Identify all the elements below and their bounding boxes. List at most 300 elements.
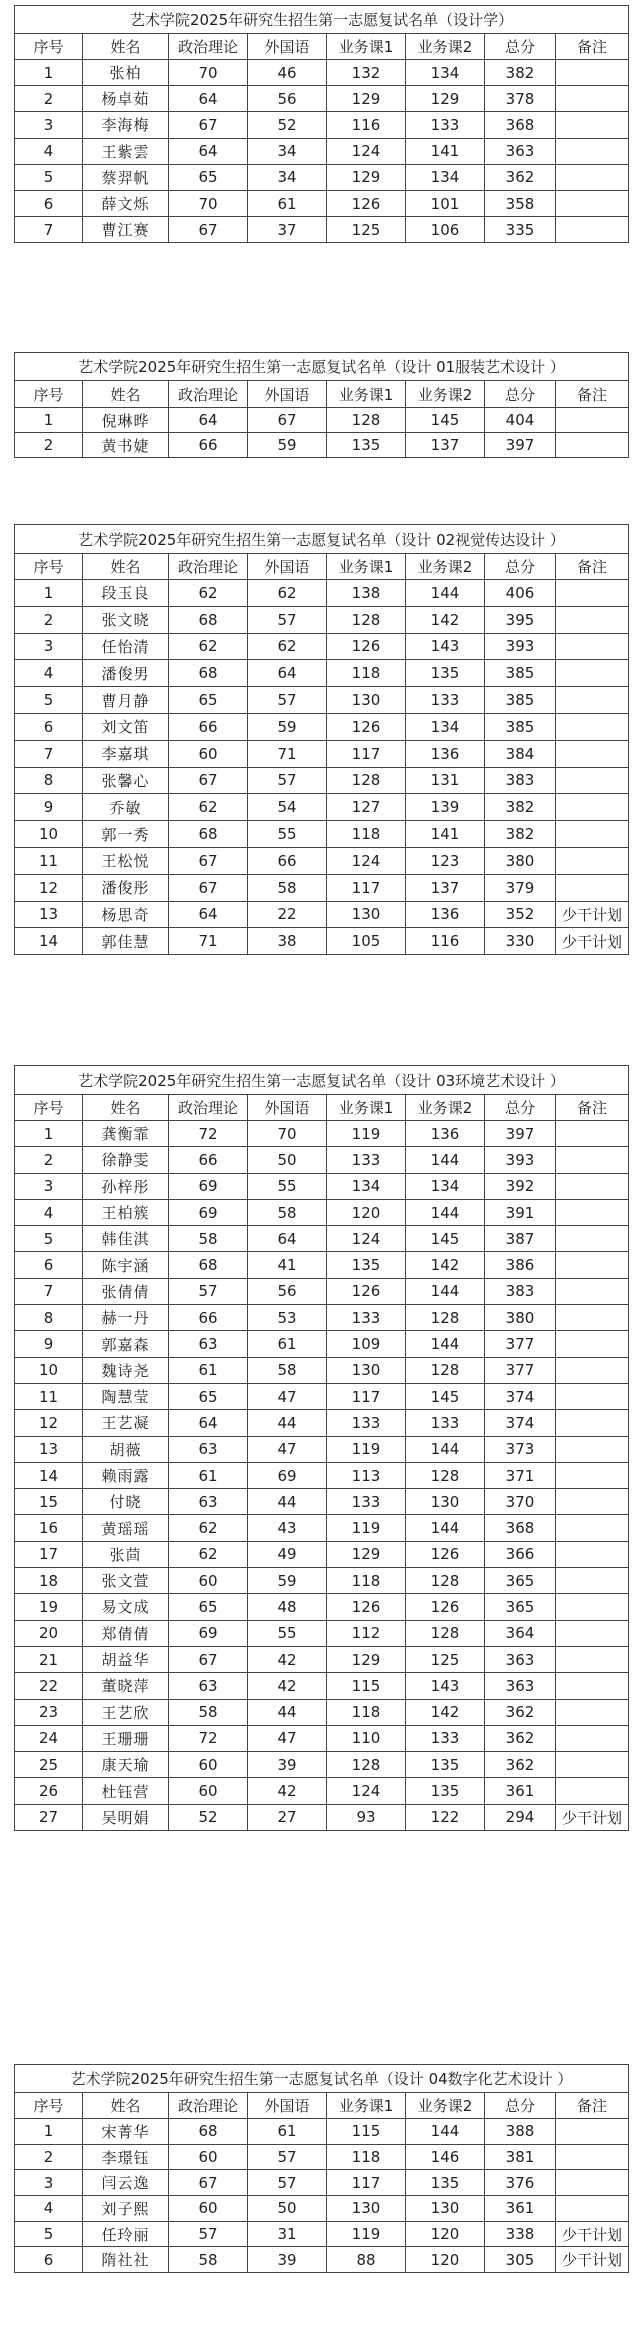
column-header-remark: 备注 [556, 381, 629, 408]
cell-seq: 27 [15, 1804, 83, 1830]
cell-politics: 63 [169, 1489, 248, 1515]
cell-course1: 119 [327, 1121, 406, 1147]
cell-course2: 142 [406, 1252, 485, 1278]
cell-name: 杜钰营 [83, 1778, 169, 1804]
table-row [15, 1357, 629, 1383]
table-row [15, 2170, 629, 2196]
cell-seq: 11 [15, 1383, 83, 1409]
cell-seq: 6 [15, 2247, 83, 2273]
cell-course2: 120 [406, 2221, 485, 2247]
cell-seq: 1 [15, 408, 83, 433]
cell-politics: 62 [169, 1515, 248, 1541]
cell-foreign-language: 52 [248, 112, 327, 138]
cell-seq: 6 [15, 713, 83, 740]
column-header-politics: 政治理论 [169, 1095, 248, 1121]
cell-name: 闫云逸 [83, 2170, 169, 2196]
cell-remark [556, 2196, 629, 2222]
header-row [15, 1095, 629, 1121]
cell-politics: 66 [169, 713, 248, 740]
cell-seq: 12 [15, 1410, 83, 1436]
cell-foreign-language: 61 [248, 190, 327, 216]
cell-course1: 109 [327, 1331, 406, 1357]
table-row [15, 2247, 629, 2273]
cell-remark [556, 2144, 629, 2170]
cell-remark [556, 1199, 629, 1225]
cell-remark [556, 821, 629, 848]
cell-foreign-language: 47 [248, 1725, 327, 1751]
cell-seq: 21 [15, 1646, 83, 1672]
cell-remark [556, 164, 629, 190]
cell-total: 385 [485, 713, 556, 740]
cell-seq: 1 [15, 1121, 83, 1147]
cell-seq: 9 [15, 1331, 83, 1357]
table-row [15, 901, 629, 928]
cell-total: 294 [485, 1804, 556, 1830]
cell-total: 330 [485, 928, 556, 955]
column-header-name: 姓名 [83, 554, 169, 580]
cell-foreign-language: 47 [248, 1436, 327, 1462]
cell-politics: 67 [169, 217, 248, 243]
cell-politics: 52 [169, 1804, 248, 1830]
cell-remark [556, 1568, 629, 1594]
cell-name: 曹江赛 [83, 217, 169, 243]
cell-seq: 26 [15, 1778, 83, 1804]
cell-seq: 15 [15, 1489, 83, 1515]
table-row [15, 767, 629, 794]
cell-total: 387 [485, 1226, 556, 1252]
cell-politics: 60 [169, 1752, 248, 1778]
table-row [15, 1383, 629, 1409]
cell-remark [556, 1515, 629, 1541]
cell-total: 392 [485, 1173, 556, 1199]
cell-politics: 60 [169, 2196, 248, 2222]
cell-name: 胡薇 [83, 1436, 169, 1462]
cell-name: 付晓 [83, 1489, 169, 1515]
cell-remark [556, 1147, 629, 1173]
cell-name: 李海梅 [83, 112, 169, 138]
column-header-foreign-language: 外国语 [248, 2093, 327, 2119]
table-row [15, 2144, 629, 2170]
cell-remark [556, 1673, 629, 1699]
cell-seq: 2 [15, 2144, 83, 2170]
cell-remark: 少干计划 [556, 2221, 629, 2247]
cell-name: 黄书婕 [83, 433, 169, 458]
cell-seq: 16 [15, 1515, 83, 1541]
cell-course2: 122 [406, 1804, 485, 1830]
cell-course1: 117 [327, 874, 406, 901]
table-row [15, 1226, 629, 1252]
cell-seq: 1 [15, 60, 83, 86]
column-header-foreign-language: 外国语 [248, 34, 327, 60]
cell-course1: 126 [327, 633, 406, 660]
cell-name: 张茴 [83, 1541, 169, 1567]
cell-name: 郭嘉森 [83, 1331, 169, 1357]
cell-foreign-language: 57 [248, 2170, 327, 2196]
cell-remark [556, 633, 629, 660]
cell-course1: 130 [327, 2196, 406, 2222]
roster-table [14, 352, 629, 458]
cell-politics: 62 [169, 794, 248, 821]
cell-total: 379 [485, 874, 556, 901]
cell-seq: 19 [15, 1594, 83, 1620]
cell-course1: 133 [327, 1489, 406, 1515]
cell-seq: 13 [15, 1436, 83, 1462]
cell-name: 吴明娟 [83, 1804, 169, 1830]
table-row [15, 408, 629, 433]
cell-total: 397 [485, 433, 556, 458]
cell-course2: 144 [406, 2119, 485, 2145]
cell-name: 倪琳晔 [83, 408, 169, 433]
cell-course1: 133 [327, 1305, 406, 1331]
cell-name: 张柏 [83, 60, 169, 86]
cell-course1: 127 [327, 794, 406, 821]
table-row [15, 794, 629, 821]
table-row [15, 1673, 629, 1699]
cell-course2: 137 [406, 874, 485, 901]
cell-remark [556, 138, 629, 164]
cell-course2: 136 [406, 1121, 485, 1147]
cell-politics: 64 [169, 138, 248, 164]
cell-course2: 139 [406, 794, 485, 821]
cell-course1: 116 [327, 112, 406, 138]
cell-course1: 118 [327, 660, 406, 687]
cell-politics: 63 [169, 1436, 248, 1462]
cell-course1: 128 [327, 408, 406, 433]
column-header-seq: 序号 [15, 34, 83, 60]
cell-course1: 130 [327, 1357, 406, 1383]
cell-politics: 60 [169, 740, 248, 767]
cell-politics: 64 [169, 86, 248, 112]
cell-name: 王珊珊 [83, 1725, 169, 1751]
cell-seq: 14 [15, 1462, 83, 1488]
cell-remark [556, 606, 629, 633]
cell-foreign-language: 55 [248, 821, 327, 848]
cell-name: 王松悦 [83, 847, 169, 874]
cell-course2: 134 [406, 60, 485, 86]
column-header-total: 总分 [485, 34, 556, 60]
cell-seq: 3 [15, 633, 83, 660]
cell-name: 潘俊彤 [83, 874, 169, 901]
column-header-total: 总分 [485, 554, 556, 580]
cell-politics: 67 [169, 112, 248, 138]
cell-seq: 22 [15, 1673, 83, 1699]
cell-remark [556, 1278, 629, 1304]
cell-total: 368 [485, 112, 556, 138]
cell-course1: 126 [327, 713, 406, 740]
cell-course1: 129 [327, 1646, 406, 1672]
cell-seq: 18 [15, 1568, 83, 1594]
cell-foreign-language: 59 [248, 1568, 327, 1594]
cell-name: 孙梓彤 [83, 1173, 169, 1199]
cell-total: 364 [485, 1620, 556, 1646]
cell-course1: 128 [327, 1752, 406, 1778]
table-row [15, 1305, 629, 1331]
cell-politics: 66 [169, 433, 248, 458]
cell-course1: 88 [327, 2247, 406, 2273]
cell-course1: 119 [327, 2221, 406, 2247]
cell-politics: 60 [169, 1568, 248, 1594]
cell-politics: 66 [169, 1147, 248, 1173]
cell-course2: 134 [406, 164, 485, 190]
table-row [15, 1121, 629, 1147]
cell-foreign-language: 44 [248, 1410, 327, 1436]
cell-foreign-language: 44 [248, 1699, 327, 1725]
cell-course1: 125 [327, 217, 406, 243]
cell-course2: 133 [406, 1410, 485, 1436]
cell-foreign-language: 62 [248, 633, 327, 660]
column-header-course1: 业务课1 [327, 381, 406, 408]
table-row [15, 2221, 629, 2247]
cell-total: 370 [485, 1489, 556, 1515]
table-row [15, 1147, 629, 1173]
cell-seq: 10 [15, 1357, 83, 1383]
cell-seq: 5 [15, 2221, 83, 2247]
cell-course1: 119 [327, 1515, 406, 1541]
cell-name: 王艺凝 [83, 1410, 169, 1436]
cell-name: 张文晓 [83, 606, 169, 633]
cell-total: 378 [485, 86, 556, 112]
cell-course1: 120 [327, 1199, 406, 1225]
cell-politics: 58 [169, 1226, 248, 1252]
cell-foreign-language: 37 [248, 217, 327, 243]
cell-seq: 5 [15, 687, 83, 714]
table-title: 艺术学院2025年研究生招生第一志愿复试名单（设计 04数字化艺术设计 ） [15, 2065, 629, 2093]
cell-course1: 117 [327, 1383, 406, 1409]
column-header-politics: 政治理论 [169, 554, 248, 580]
cell-total: 362 [485, 1725, 556, 1751]
cell-politics: 61 [169, 1357, 248, 1383]
cell-politics: 57 [169, 1278, 248, 1304]
cell-course1: 118 [327, 821, 406, 848]
cell-seq: 2 [15, 1147, 83, 1173]
cell-total: 386 [485, 1252, 556, 1278]
cell-name: 徐静雯 [83, 1147, 169, 1173]
table-row [15, 1331, 629, 1357]
cell-seq: 7 [15, 740, 83, 767]
cell-course1: 129 [327, 1541, 406, 1567]
cell-remark [556, 713, 629, 740]
cell-course2: 136 [406, 740, 485, 767]
cell-name: 郭佳慧 [83, 928, 169, 955]
cell-seq: 6 [15, 190, 83, 216]
cell-course1: 93 [327, 1804, 406, 1830]
cell-total: 385 [485, 660, 556, 687]
table-row [15, 580, 629, 607]
cell-remark [556, 847, 629, 874]
cell-name: 董晓萍 [83, 1673, 169, 1699]
cell-seq: 10 [15, 821, 83, 848]
cell-name: 张文萱 [83, 1568, 169, 1594]
table-title: 艺术学院2025年研究生招生第一志愿复试名单（设计 03环境艺术设计 ） [15, 1066, 629, 1095]
cell-total: 363 [485, 138, 556, 164]
header-row [15, 2093, 629, 2119]
cell-foreign-language: 58 [248, 1357, 327, 1383]
cell-foreign-language: 53 [248, 1305, 327, 1331]
table-row [15, 740, 629, 767]
cell-total: 382 [485, 821, 556, 848]
column-header-remark: 备注 [556, 2093, 629, 2119]
table-row [15, 60, 629, 86]
cell-remark [556, 1357, 629, 1383]
cell-name: 蔡羿帆 [83, 164, 169, 190]
cell-foreign-language: 70 [248, 1121, 327, 1147]
column-header-seq: 序号 [15, 554, 83, 580]
cell-politics: 65 [169, 1383, 248, 1409]
cell-politics: 68 [169, 821, 248, 848]
table-row [15, 687, 629, 714]
table-row [15, 1620, 629, 1646]
header-row [15, 381, 629, 408]
cell-foreign-language: 39 [248, 2247, 327, 2273]
cell-foreign-language: 59 [248, 433, 327, 458]
cell-seq: 2 [15, 86, 83, 112]
table-row [15, 2119, 629, 2145]
cell-foreign-language: 42 [248, 1646, 327, 1672]
cell-remark: 少干计划 [556, 901, 629, 928]
cell-course2: 128 [406, 1462, 485, 1488]
table-row [15, 1410, 629, 1436]
cell-course2: 144 [406, 1436, 485, 1462]
cell-remark [556, 1226, 629, 1252]
column-header-foreign-language: 外国语 [248, 1095, 327, 1121]
cell-course2: 135 [406, 1778, 485, 1804]
cell-name: 曹月静 [83, 687, 169, 714]
column-header-course2: 业务课2 [406, 381, 485, 408]
cell-course2: 128 [406, 1620, 485, 1646]
cell-seq: 2 [15, 606, 83, 633]
cell-remark: 少干计划 [556, 1804, 629, 1830]
table-row [15, 1515, 629, 1541]
cell-foreign-language: 48 [248, 1594, 327, 1620]
cell-remark [556, 1541, 629, 1567]
cell-name: 段玉良 [83, 580, 169, 607]
cell-politics: 69 [169, 1173, 248, 1199]
cell-name: 乔敏 [83, 794, 169, 821]
cell-remark [556, 2119, 629, 2145]
table-row [15, 1699, 629, 1725]
cell-course1: 124 [327, 138, 406, 164]
cell-total: 366 [485, 1541, 556, 1567]
cell-name: 郑倩倩 [83, 1620, 169, 1646]
cell-seq: 4 [15, 2196, 83, 2222]
column-header-foreign-language: 外国语 [248, 381, 327, 408]
cell-politics: 72 [169, 1725, 248, 1751]
cell-total: 352 [485, 901, 556, 928]
table-row [15, 1462, 629, 1488]
cell-name: 郭一秀 [83, 821, 169, 848]
column-header-course1: 业务课1 [327, 34, 406, 60]
cell-course1: 117 [327, 740, 406, 767]
cell-seq: 17 [15, 1541, 83, 1567]
cell-course2: 120 [406, 2247, 485, 2273]
table-row [15, 1725, 629, 1751]
cell-remark [556, 60, 629, 86]
cell-politics: 67 [169, 874, 248, 901]
cell-name: 易文成 [83, 1594, 169, 1620]
cell-politics: 67 [169, 1646, 248, 1672]
cell-total: 362 [485, 1699, 556, 1725]
cell-politics: 63 [169, 1331, 248, 1357]
cell-seq: 9 [15, 794, 83, 821]
cell-seq: 1 [15, 580, 83, 607]
cell-remark [556, 1462, 629, 1488]
cell-name: 王柏簇 [83, 1199, 169, 1225]
column-header-course1: 业务课1 [327, 554, 406, 580]
cell-seq: 4 [15, 138, 83, 164]
cell-course1: 124 [327, 1226, 406, 1252]
cell-foreign-language: 41 [248, 1252, 327, 1278]
cell-remark [556, 86, 629, 112]
cell-foreign-language: 34 [248, 138, 327, 164]
cell-politics: 62 [169, 1541, 248, 1567]
column-header-name: 姓名 [83, 34, 169, 60]
cell-foreign-language: 38 [248, 928, 327, 955]
roster-table [14, 5, 629, 243]
cell-total: 384 [485, 740, 556, 767]
cell-remark [556, 217, 629, 243]
cell-seq: 2 [15, 433, 83, 458]
cell-course1: 105 [327, 928, 406, 955]
cell-course2: 133 [406, 1725, 485, 1751]
cell-seq: 1 [15, 2119, 83, 2145]
cell-course2: 136 [406, 901, 485, 928]
cell-foreign-language: 47 [248, 1383, 327, 1409]
cell-foreign-language: 61 [248, 1331, 327, 1357]
column-header-foreign-language: 外国语 [248, 554, 327, 580]
table-row [15, 1436, 629, 1462]
cell-course1: 128 [327, 606, 406, 633]
cell-foreign-language: 49 [248, 1541, 327, 1567]
column-header-course2: 业务课2 [406, 34, 485, 60]
cell-course1: 130 [327, 687, 406, 714]
cell-remark [556, 687, 629, 714]
cell-name: 张馨心 [83, 767, 169, 794]
roster-table [14, 1065, 629, 1831]
cell-politics: 69 [169, 1620, 248, 1646]
cell-politics: 69 [169, 1199, 248, 1225]
cell-name: 李璟钰 [83, 2144, 169, 2170]
header-row [15, 34, 629, 60]
column-header-course1: 业务课1 [327, 1095, 406, 1121]
table-row [15, 1646, 629, 1672]
cell-course1: 113 [327, 1462, 406, 1488]
cell-course2: 143 [406, 1673, 485, 1699]
table-title: 艺术学院2025年研究生招生第一志愿复试名单（设计 02视觉传达设计 ） [15, 525, 629, 554]
column-header-name: 姓名 [83, 2093, 169, 2119]
cell-name: 赖雨露 [83, 1462, 169, 1488]
table-row [15, 1252, 629, 1278]
cell-foreign-language: 27 [248, 1804, 327, 1830]
cell-politics: 62 [169, 633, 248, 660]
cell-course2: 128 [406, 1568, 485, 1594]
cell-seq: 13 [15, 901, 83, 928]
cell-course2: 145 [406, 408, 485, 433]
cell-total: 376 [485, 2170, 556, 2196]
cell-foreign-language: 59 [248, 713, 327, 740]
cell-course1: 124 [327, 1778, 406, 1804]
cell-politics: 68 [169, 660, 248, 687]
cell-course1: 118 [327, 1568, 406, 1594]
table-row [15, 1541, 629, 1567]
cell-remark [556, 1752, 629, 1778]
cell-total: 363 [485, 1673, 556, 1699]
cell-name: 刘子熙 [83, 2196, 169, 2222]
cell-total: 305 [485, 2247, 556, 2273]
cell-foreign-language: 54 [248, 794, 327, 821]
cell-total: 395 [485, 606, 556, 633]
cell-politics: 64 [169, 408, 248, 433]
table-row [15, 86, 629, 112]
